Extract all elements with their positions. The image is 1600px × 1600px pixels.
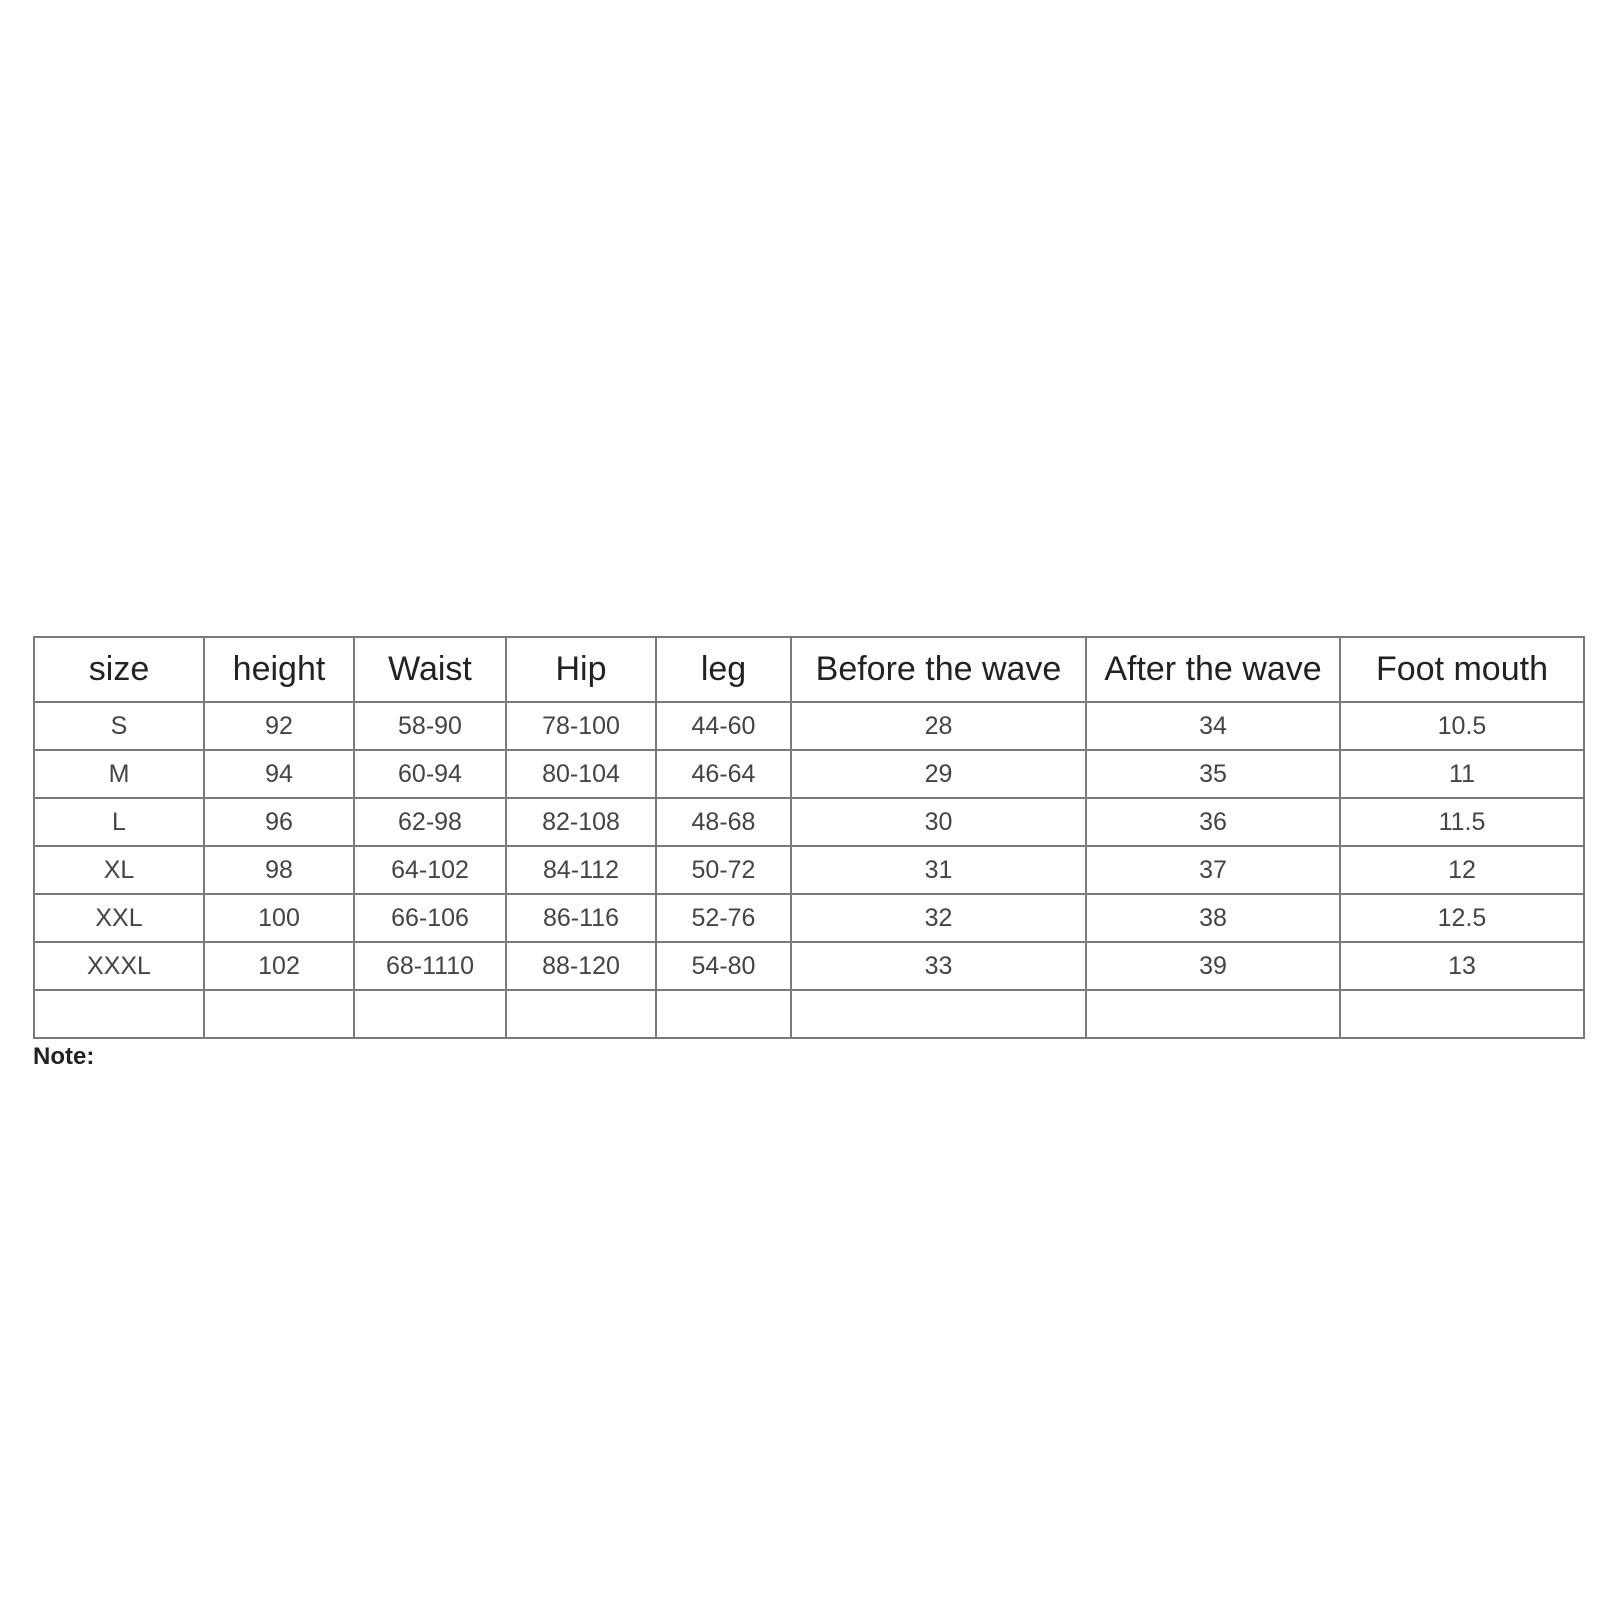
table-cell: L (34, 798, 204, 846)
table-cell: S (34, 702, 204, 750)
table-cell: 44-60 (656, 702, 791, 750)
table-row (34, 846, 1584, 894)
table-cell: XXXL (34, 942, 204, 990)
table-cell: 94 (204, 750, 354, 798)
table-cell: 64-102 (354, 846, 506, 894)
table-cell: 29 (791, 750, 1086, 798)
table-cell: 82-108 (506, 798, 656, 846)
table-cell (656, 990, 791, 1038)
table-cell: M (34, 750, 204, 798)
column-header-foot-mouth: Foot mouth (1340, 637, 1584, 702)
table-cell: 48-68 (656, 798, 791, 846)
table-row-empty (34, 990, 1584, 1038)
table-row (34, 798, 1584, 846)
table-cell: 60-94 (354, 750, 506, 798)
table-cell: 78-100 (506, 702, 656, 750)
column-header-leg: leg (656, 637, 791, 702)
table-cell: 30 (791, 798, 1086, 846)
column-header-before-the-wave: Before the wave (791, 637, 1086, 702)
column-header-after-the-wave: After the wave (1086, 637, 1340, 702)
table-cell: 100 (204, 894, 354, 942)
table-cell: 80-104 (506, 750, 656, 798)
table-cell: 92 (204, 702, 354, 750)
table-cell (791, 990, 1086, 1038)
table-cell: 32 (791, 894, 1086, 942)
column-header-size: size (34, 637, 204, 702)
table-cell: 11.5 (1340, 798, 1584, 846)
table-cell: 46-64 (656, 750, 791, 798)
table-cell (1340, 990, 1584, 1038)
table-cell: 37 (1086, 846, 1340, 894)
table-cell: 10.5 (1340, 702, 1584, 750)
note-label: Note: (33, 1043, 95, 1070)
table-cell: 13 (1340, 942, 1584, 990)
table-row (34, 750, 1584, 798)
table-cell: 38 (1086, 894, 1340, 942)
size-chart-table (33, 636, 1585, 1039)
table-cell: 35 (1086, 750, 1340, 798)
table-cell: 102 (204, 942, 354, 990)
table-cell: 84-112 (506, 846, 656, 894)
table-cell: 86-116 (506, 894, 656, 942)
column-header-height: height (204, 637, 354, 702)
table-cell: 98 (204, 846, 354, 894)
table-cell: 34 (1086, 702, 1340, 750)
table-cell: 36 (1086, 798, 1340, 846)
table-cell: 52-76 (656, 894, 791, 942)
note-clip (33, 1043, 233, 1070)
table-cell: 96 (204, 798, 354, 846)
table-cell: XXL (34, 894, 204, 942)
table-row (34, 942, 1584, 990)
table-cell (34, 990, 204, 1038)
table-cell: 66-106 (354, 894, 506, 942)
table-row (34, 894, 1584, 942)
table-cell: 58-90 (354, 702, 506, 750)
table-cell: XL (34, 846, 204, 894)
header-row (34, 637, 1584, 702)
table-cell (354, 990, 506, 1038)
table-cell: 11 (1340, 750, 1584, 798)
table-cell: 12 (1340, 846, 1584, 894)
table-cell: 68-1110 (354, 942, 506, 990)
column-header-hip: Hip (506, 637, 656, 702)
table-cell: 62-98 (354, 798, 506, 846)
table-cell: 28 (791, 702, 1086, 750)
table-cell (1086, 990, 1340, 1038)
table-cell: 50-72 (656, 846, 791, 894)
table-cell (204, 990, 354, 1038)
table-row (34, 702, 1584, 750)
column-header-waist: Waist (354, 637, 506, 702)
table-cell: 33 (791, 942, 1086, 990)
table-cell: 39 (1086, 942, 1340, 990)
table-cell: 31 (791, 846, 1086, 894)
table-cell: 88-120 (506, 942, 656, 990)
table-cell: 12.5 (1340, 894, 1584, 942)
table-cell (506, 990, 656, 1038)
table-cell: 54-80 (656, 942, 791, 990)
